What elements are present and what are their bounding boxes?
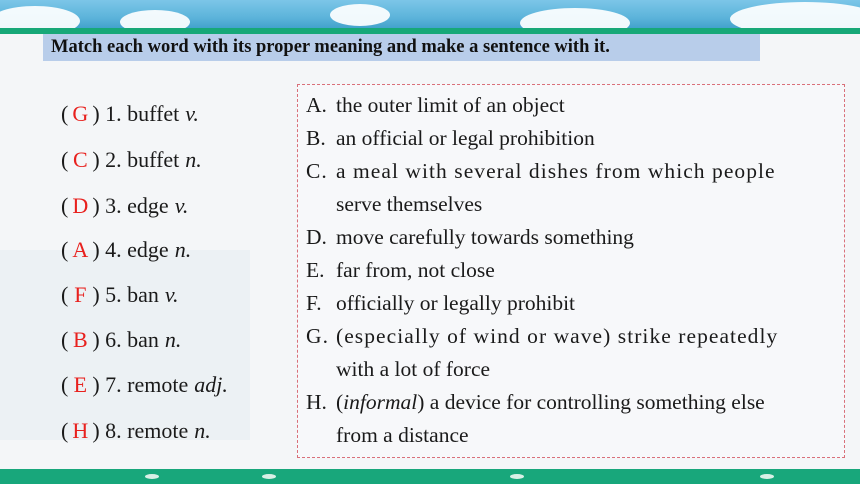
part-of-speech: n.	[164, 327, 182, 352]
answer-letter: E	[73, 372, 88, 397]
meaning-continuation: from a distance	[336, 423, 469, 447]
part-of-speech: n.	[185, 147, 202, 172]
informal-label: informal	[343, 390, 418, 414]
word-label: 4. edge	[105, 237, 169, 262]
meaning-letter: F.	[306, 291, 322, 315]
word-label: 7. remote	[105, 372, 189, 397]
meaning-continuation: serve themselves	[336, 192, 483, 216]
cloud-decoration	[520, 8, 630, 30]
part-of-speech: v.	[185, 101, 199, 126]
instruction-banner: Match each word with its proper meaning and make a sentence with it.	[43, 34, 760, 61]
answer-letter: F	[74, 282, 87, 307]
word-item: ( E ) 7. remote adj.	[61, 372, 228, 397]
answer-letter: B	[72, 327, 88, 352]
word-label: 5. ban	[105, 282, 159, 307]
cloud-decoration	[730, 2, 860, 30]
word-item: ( C ) 2. buffet n.	[61, 147, 202, 172]
word-item: ( D ) 3. edge v.	[61, 193, 189, 218]
footer-green-band	[0, 469, 860, 484]
answer-letter: G	[72, 101, 89, 126]
answer-letter: H	[72, 418, 89, 443]
meaning-continuation: with a lot of force	[336, 357, 491, 381]
meaning-text: ) a device for controlling something else	[417, 390, 765, 414]
word-label: 1. buffet	[105, 101, 180, 126]
part-of-speech: adj.	[194, 372, 228, 397]
word-label: 8. remote	[105, 418, 189, 443]
word-item: ( B ) 6. ban n.	[61, 327, 182, 352]
cloud-decoration	[0, 6, 80, 30]
meaning-letter: E.	[306, 258, 325, 282]
meaning-item	[306, 320, 778, 353]
part-of-speech: n.	[174, 237, 192, 262]
word-label: 2. buffet	[105, 147, 180, 172]
word-item: ( H ) 8. remote n.	[61, 418, 211, 443]
meaning-text: the outer limit of an object	[336, 93, 565, 117]
header-sky-banner	[0, 0, 860, 30]
meaning-text: an official or legal prohibition	[336, 126, 595, 150]
meaning-item	[306, 122, 595, 155]
meaning-text: move carefully towards something	[336, 225, 634, 249]
meaning-item	[306, 287, 575, 320]
answer-letter: A	[72, 237, 89, 262]
meaning-text: officially or legally prohibit	[336, 291, 576, 315]
word-item: ( G ) 1. buffet v.	[61, 101, 199, 126]
meaning-item	[306, 254, 495, 287]
meaning-text: a meal with several dishes from which people	[336, 159, 776, 183]
word-item: ( F ) 5. ban v.	[61, 282, 179, 307]
part-of-speech: v.	[174, 193, 189, 218]
cloud-decoration	[120, 10, 190, 30]
meaning-text: (especially of wind or wave) strike repeatedly	[336, 324, 779, 348]
meaning-letter: C.	[306, 159, 328, 183]
part-of-speech: v.	[164, 282, 179, 307]
cloud-decoration	[330, 4, 390, 26]
meaning-letter: D.	[306, 225, 327, 249]
word-label: 3. edge	[105, 193, 169, 218]
word-label: 6. ban	[105, 327, 159, 352]
answer-letter: D	[72, 193, 89, 218]
meanings-box	[297, 84, 845, 458]
meaning-item: H. (informal) a device for controlling something else	[306, 386, 765, 419]
meaning-item	[306, 89, 565, 122]
meaning-item	[306, 221, 634, 254]
meaning-letter: A.	[306, 93, 327, 117]
answer-letter: C	[72, 147, 88, 172]
meaning-text: far from, not close	[336, 258, 495, 282]
meaning-letter: G.	[306, 324, 330, 348]
part-of-speech: n.	[194, 418, 211, 443]
meaning-item	[306, 155, 776, 188]
meaning-letter: H.	[306, 390, 327, 414]
word-item: ( A ) 4. edge n.	[61, 237, 192, 262]
meaning-letter: B.	[306, 126, 326, 150]
